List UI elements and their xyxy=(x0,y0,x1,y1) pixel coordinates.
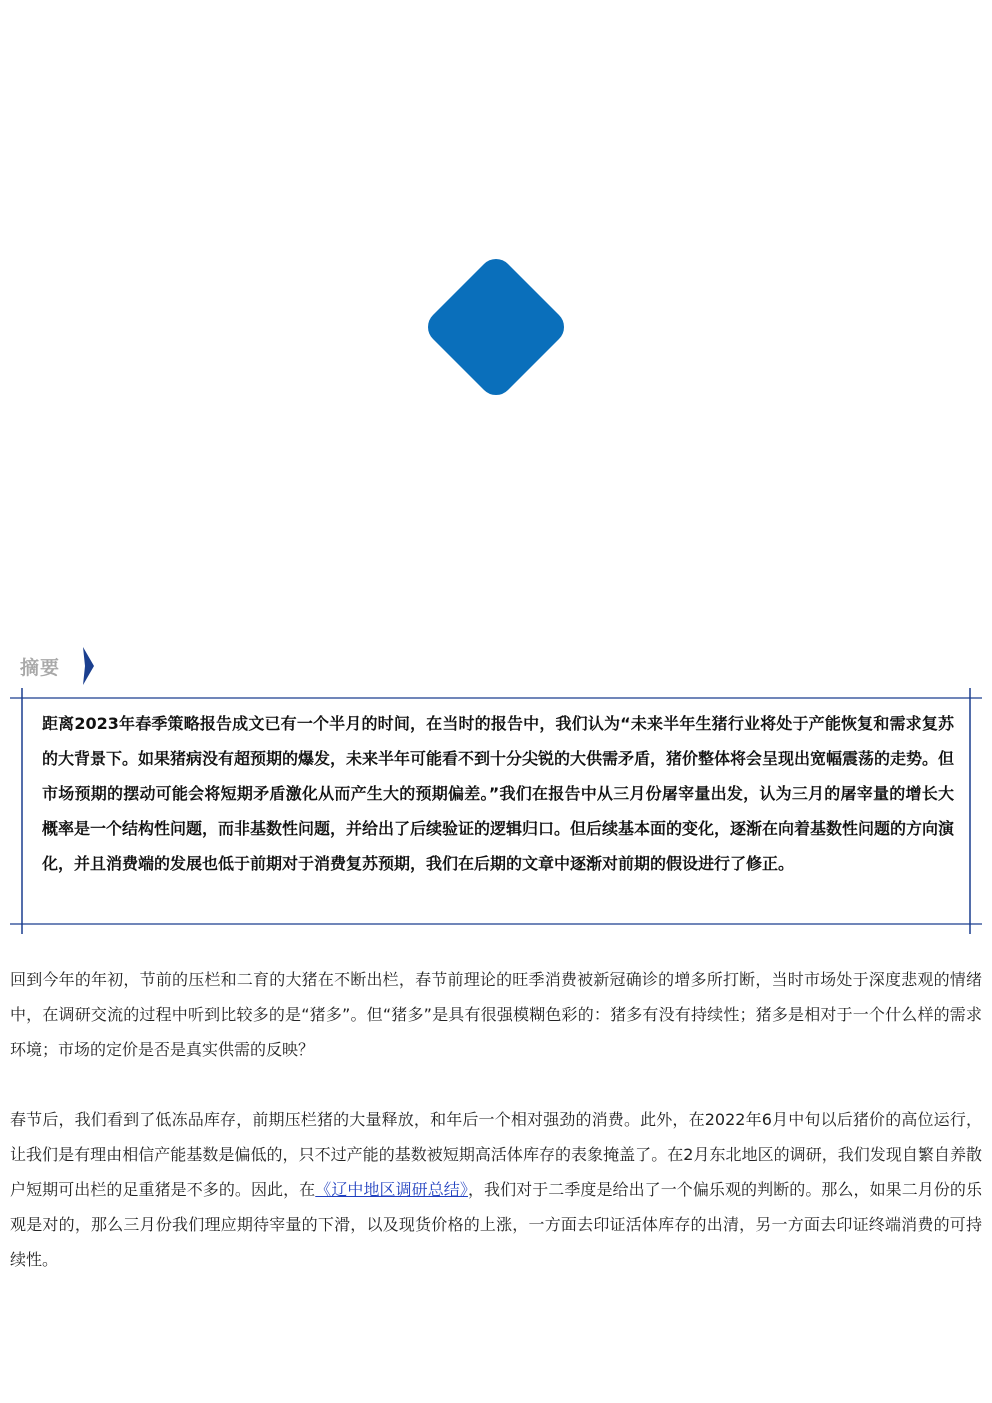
body-paragraph-1: 回到今年的年初，节前的压栏和二育的大猪在不断出栏，春节前理论的旺季消费被新冠确诊的增多所打断，当时市场处于深度悲观的情绪中，在调研交流的过程中听到比较多的是“猪多”。但“猪多”是具有很强模糊色彩的：猪多有没有持续性；猪多是相对于一个什么样的需求环境；市场的定价是否是真实供需的反映？ xyxy=(10,970,982,1059)
body-paragraph-2-text-after: ，我们对于二季度是给出了一个偏乐观的判断的。那么，如果二月份的乐观是对的，那么三月份我们理应期待宰量的下滑，以及现货价格的上涨，一方面去印证活体库存的出清，另一方面去印证终端消费的可持续性。 xyxy=(10,1180,982,1269)
body-paragraph-2-text-before: 春节后，我们看到了低冻品库存，前期压栏猪的大量释放，和年后一个相对强劲的消费。此外，在2022年6月中旬以后猪价的高位运行，让我们是有理由相信产能基数是偏低的，只不过产能的基数被短期高活体库存的表象掩盖了。在2月东北地区的调研，我们发现自繁自养散户短期可出栏的足重猪是不多的。因此，在 xyxy=(10,1110,982,1199)
summary-box xyxy=(10,688,982,934)
chevron-right-icon xyxy=(82,646,96,690)
diamond-logo-icon xyxy=(424,255,568,399)
report-link[interactable]: 《辽中地区调研总结》 xyxy=(315,1180,468,1199)
summary-header xyxy=(20,646,60,686)
body-paragraph-2 xyxy=(10,1102,982,1277)
summary-text: 距离2023年春季策略报告成文已有一个半月的时间，在当时的报告中，我们认为“未来半年生猪行业将处于产能恢复和需求复苏的大背景下。如果猪病没有超预期的爆发，未来半年可能看不到十分尖锐的大供需矛盾，猪价整体将会呈现出宽幅震荡的走势。但市场预期的摆动可能会将短期矛盾激化从而产生大的预期偏差。”我们在报告中从三月份屠宰量出发，认为三月的屠宰量的增长大概率是一个结构性问题，而非基数性问题，并给出了后续验证的逻辑归口。但后续基本面的变化，逐渐在向着基数性问题的方向演化，并且消费端的发展也低于前期对于消费复苏预期，我们在后期的文章中逐渐对前期的假设进行了修正。 xyxy=(42,714,955,873)
summary-label: 摘要 xyxy=(20,656,61,679)
